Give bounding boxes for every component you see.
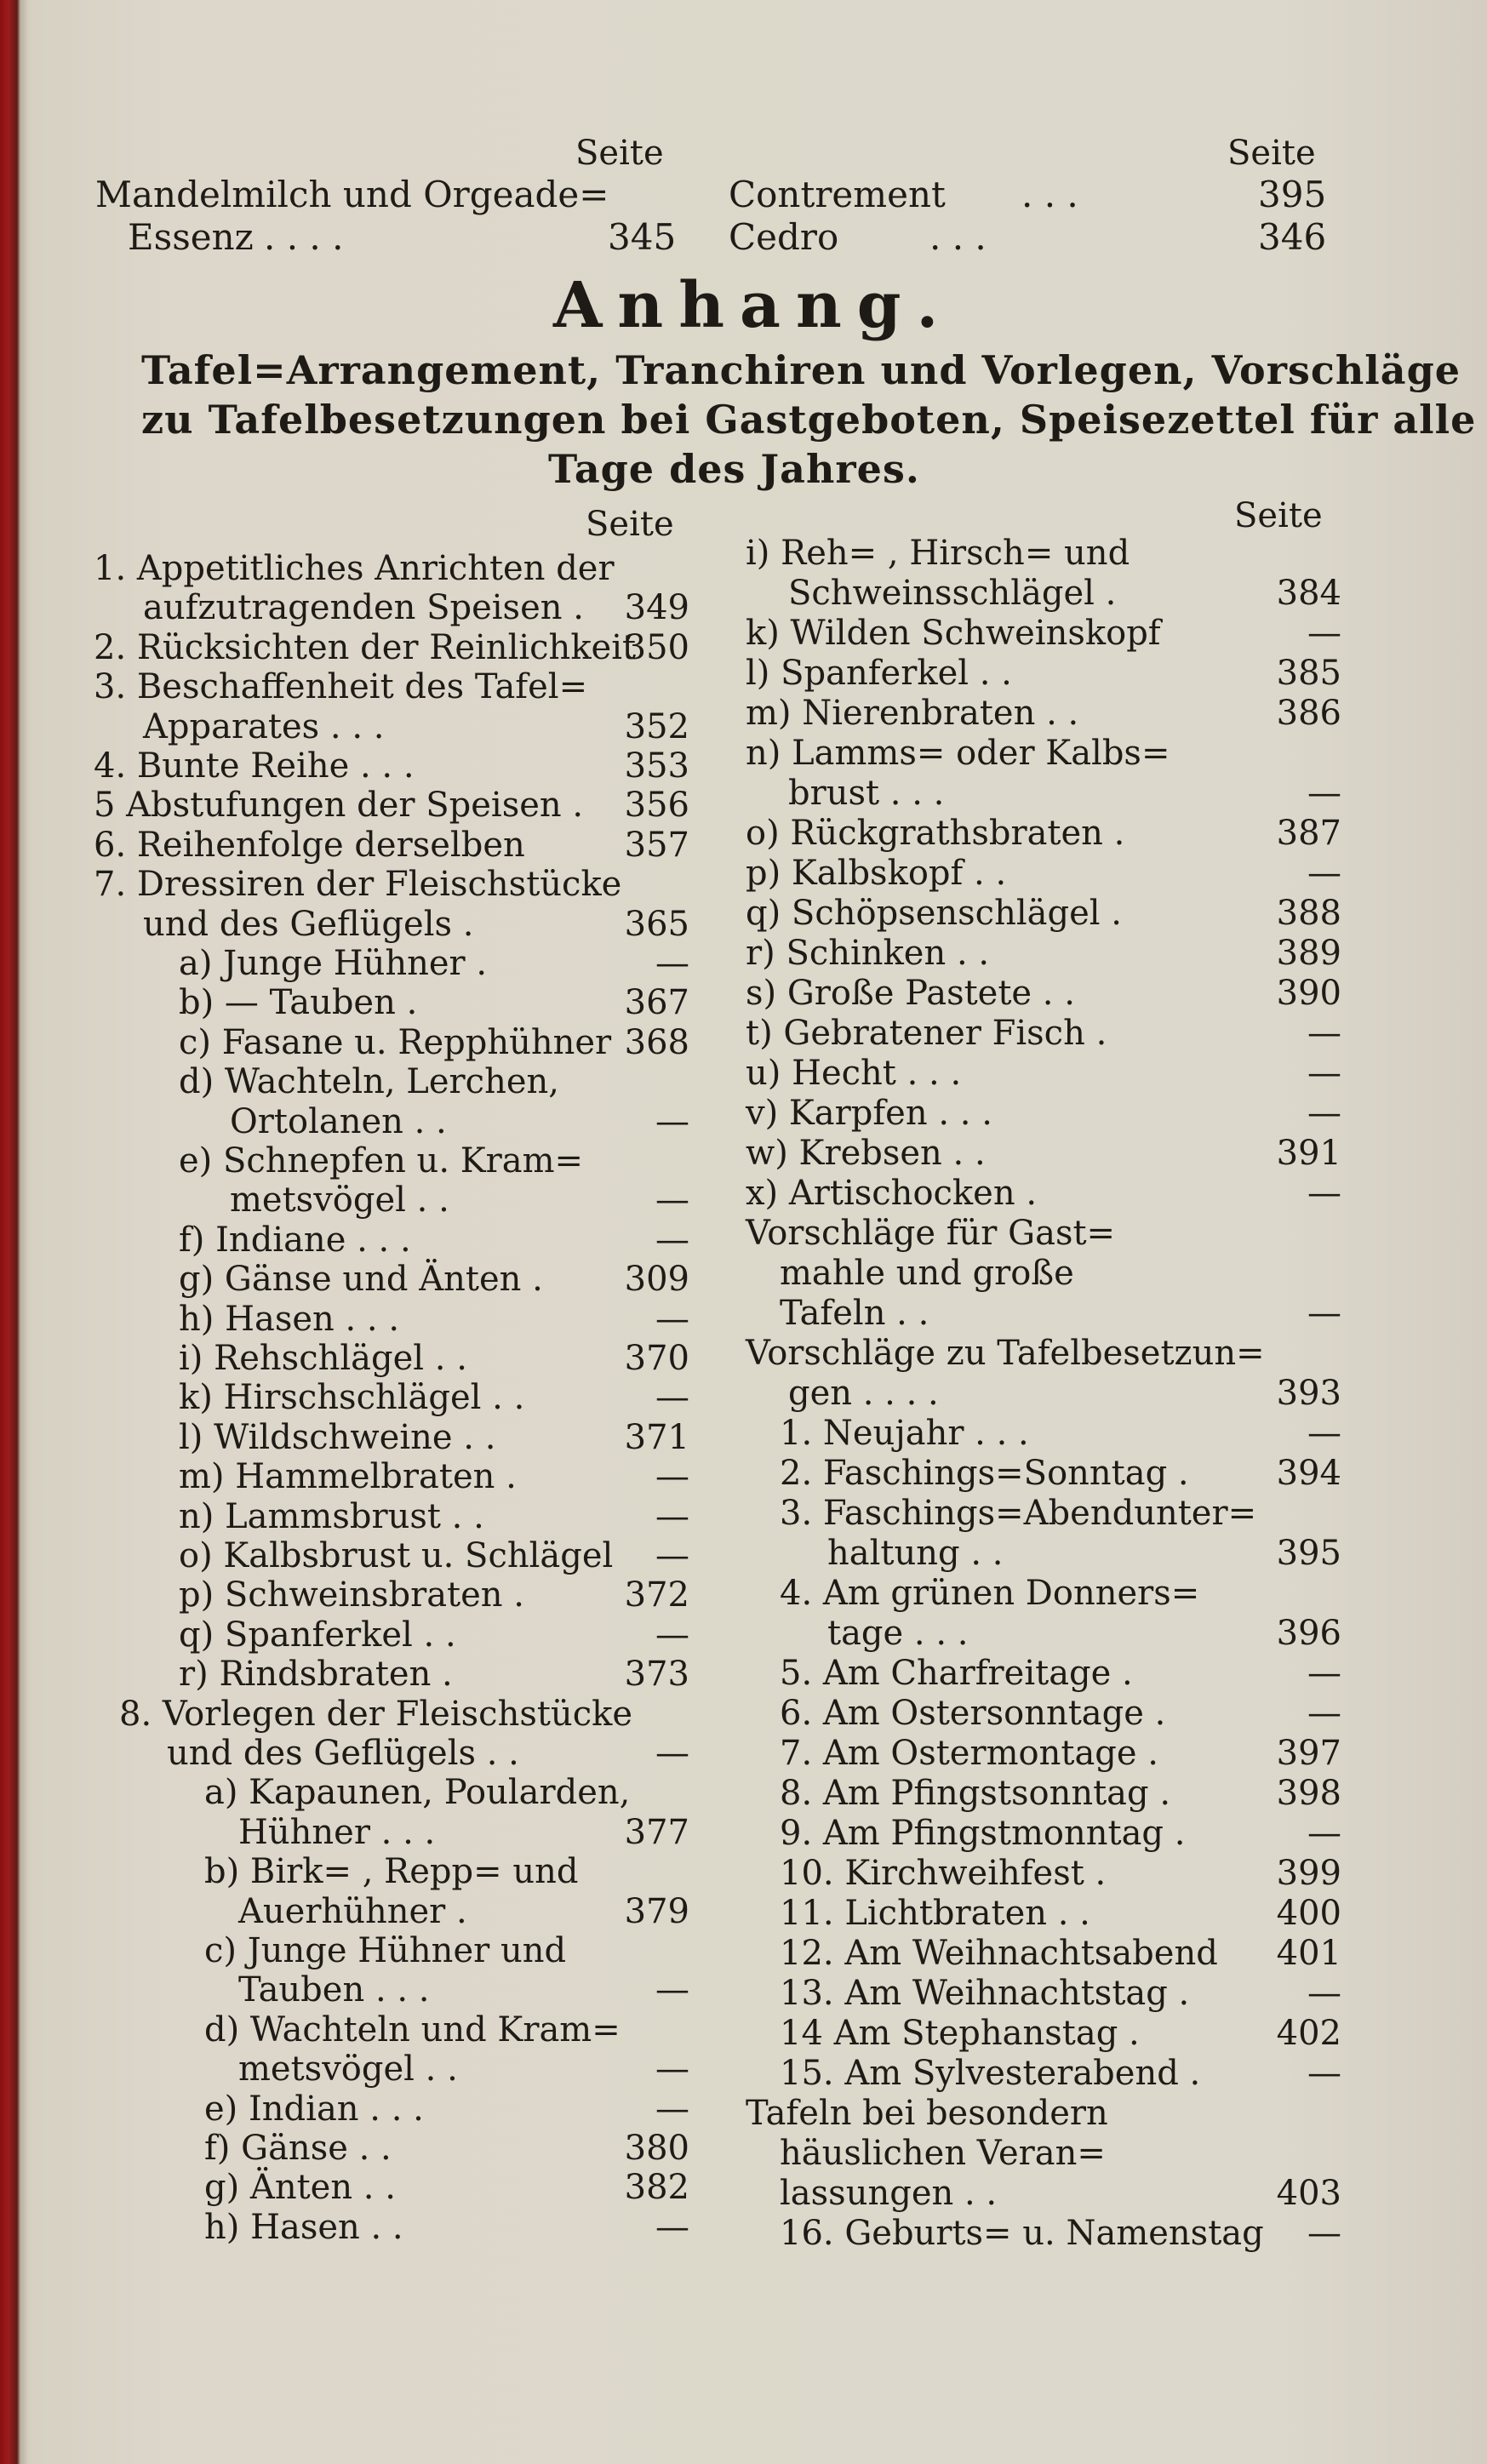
toc-entry — [94, 1061, 689, 1102]
toc-entry — [94, 1575, 689, 1615]
toc-entry-page: 391 — [1276, 1134, 1341, 1173]
toc-entry — [746, 1933, 1341, 1974]
toc-entry — [746, 1453, 1341, 1494]
toc-entry-page: 349 — [624, 588, 689, 628]
toc-entry-label: k) Hirschschlägel . . — [179, 1378, 525, 1418]
toc-entry-page: — — [655, 2207, 689, 2247]
toc-entry-label: m) Nierenbraten . . — [746, 694, 1079, 733]
toc-entry-label: q) Spanferkel . . — [179, 1615, 456, 1655]
toc-entry-page: 402 — [1276, 2014, 1341, 2053]
toc-entry-page: 382 — [624, 2168, 689, 2208]
toc-entry — [94, 982, 689, 1023]
toc-entry-page: 397 — [1276, 1734, 1341, 1773]
appendix-desc-line-2: zu Tafelbesetzungen bei Gastgeboten, Speisezettel für alle — [141, 397, 1477, 443]
toc-entry — [94, 1496, 689, 1537]
entry-contrement-page: 395 — [1258, 174, 1327, 215]
toc-entry-page: — — [655, 1457, 689, 1497]
toc-entry-page: 401 — [1276, 1934, 1341, 1973]
toc-entry — [746, 1053, 1341, 1094]
toc-entry-label: 5. Am Charfreitage . — [780, 1654, 1133, 1693]
toc-entry-page: — — [1307, 774, 1341, 813]
toc-entry — [746, 1013, 1341, 1054]
toc-entry-label: d) Wachteln, Lerchen, — [179, 1062, 559, 1102]
toc-entry-page: 386 — [1276, 694, 1341, 733]
toc-entry — [94, 1654, 689, 1695]
toc-entry — [94, 1891, 689, 1932]
toc-entry — [94, 1101, 689, 1142]
toc-entry — [746, 1813, 1341, 1854]
toc-entry-label: Tafeln bei besondern — [746, 2094, 1108, 2133]
toc-entry-label: tage . . . — [827, 1614, 969, 1653]
toc-entry — [746, 1613, 1341, 1654]
toc-entry-label: 10. Kirchweihfest . — [780, 1854, 1107, 1893]
toc-entry-label: h) Hasen . . — [204, 2207, 403, 2247]
toc-entry — [94, 1141, 689, 1181]
toc-entry-label: c) Fasane u. Repphühner — [179, 1022, 612, 1062]
toc-entry-label: und des Geflügels . . — [167, 1734, 519, 1773]
toc-entry-page: 399 — [1276, 1854, 1341, 1893]
toc-entry-page: 385 — [1276, 654, 1341, 693]
page-binding-edge — [0, 0, 27, 2464]
toc-entry — [94, 587, 689, 628]
toc-entry-label: 7. Am Ostermontage . — [780, 1734, 1158, 1773]
toc-entry-page: 373 — [624, 1655, 689, 1695]
toc-entry-label: mahle und große — [780, 1254, 1074, 1293]
seite-header-left-top: Seite — [575, 134, 664, 173]
toc-entry-label: k) Wilden Schweinskopf — [746, 614, 1161, 653]
toc-entry — [746, 1493, 1341, 1534]
toc-entry-page: 370 — [624, 1339, 689, 1378]
toc-entry-label: 12. Am Weihnachtsabend — [780, 1934, 1218, 1973]
toc-entry — [94, 1180, 689, 1221]
toc-entry-label: 6. Am Ostersonntage . — [780, 1694, 1166, 1733]
toc-entry-label: r) Rindsbraten . — [179, 1655, 453, 1695]
toc-entry — [746, 653, 1341, 694]
toc-entry — [746, 973, 1341, 1014]
toc-entry-label: f) Indiane . . . — [179, 1220, 411, 1260]
toc-entry — [746, 573, 1341, 614]
toc-entry-label: 4. Am grünen Donners= — [780, 1574, 1200, 1613]
toc-entry-page: — — [655, 1220, 689, 1260]
toc-entry-label: 15. Am Sylvesterabend . — [780, 2054, 1201, 2093]
toc-entry-page: 353 — [624, 746, 689, 786]
toc-entry-label: Hühner . . . — [238, 1812, 436, 1852]
toc-entry-page: 379 — [624, 1891, 689, 1931]
toc-entry-label: 1. Appetitliches Anrichten der — [94, 549, 615, 588]
appendix-desc-line-1: Tafel=Arrangement, Tranchiren und Vorlegen, Vorschläge — [141, 347, 1461, 393]
toc-entry-page: — — [655, 1496, 689, 1536]
toc-entry — [746, 1573, 1341, 1614]
toc-entry — [94, 2089, 689, 2130]
toc-entry — [746, 2213, 1341, 2254]
appendix-desc-line-3: Tage des Jahres. — [548, 446, 920, 492]
toc-entry — [746, 1533, 1341, 1574]
toc-entry-label: g) Änten . . — [204, 2168, 396, 2208]
toc-entry — [746, 773, 1341, 814]
toc-entry-label: n) Lammsbrust . . — [179, 1496, 484, 1536]
toc-entry-label: lassungen . . — [780, 2174, 998, 2213]
toc-entry-label: 1. Neujahr . . . — [780, 1414, 1029, 1453]
toc-entry — [746, 1773, 1341, 1814]
toc-entry — [746, 2053, 1341, 2094]
toc-entry — [746, 1653, 1341, 1694]
toc-entry-label: p) Schweinsbraten . — [179, 1575, 524, 1615]
toc-entry-label: s) Große Pastete . . — [746, 974, 1075, 1013]
entry-essenz: Essenz — [128, 216, 254, 258]
toc-entry — [746, 1293, 1341, 1334]
toc-entry-page: — — [655, 1181, 689, 1221]
toc-entry — [746, 1173, 1341, 1214]
toc-entry-page: 357 — [624, 825, 689, 865]
toc-entry-label: 3. Beschaffenheit des Tafel= — [94, 667, 588, 707]
entry-contrement-dots: . . . — [1021, 174, 1078, 215]
toc-entry-page: — — [655, 1536, 689, 1575]
toc-entry — [94, 1535, 689, 1576]
toc-entry-label: 5 Abstufungen der Speisen . — [94, 786, 584, 826]
toc-entry-label: Apparates . . . — [143, 706, 385, 746]
toc-entry-label: 11. Lichtbraten . . — [780, 1894, 1090, 1933]
toc-entry — [746, 1413, 1341, 1454]
toc-entry-page: — — [1307, 854, 1341, 893]
toc-entry — [94, 1417, 689, 1458]
toc-entry-page: 384 — [1276, 574, 1341, 613]
toc-entry — [94, 1969, 689, 2010]
appendix-title: Anhang. — [553, 269, 954, 342]
toc-entry-page: 388 — [1276, 894, 1341, 933]
toc-entry — [94, 904, 689, 945]
toc-entry — [94, 825, 689, 866]
toc-entry — [94, 548, 689, 589]
toc-entry-page: — — [1307, 1054, 1341, 1093]
toc-entry-page: — — [1307, 1974, 1341, 2013]
toc-entry-label: w) Krebsen . . — [746, 1134, 986, 1173]
toc-entry-label: 8. Vorlegen der Fleischstücke — [119, 1694, 633, 1734]
toc-entry-page: 400 — [1276, 1894, 1341, 1933]
toc-entry-page: — — [655, 1970, 689, 2010]
entry-mandelmilch: Mandelmilch und Orgeade= — [95, 174, 609, 215]
toc-entry-label: i) Reh= , Hirsch= und — [746, 534, 1130, 573]
toc-entry — [746, 2093, 1341, 2134]
toc-entry — [746, 1373, 1341, 1414]
toc-entry-label: 13. Am Weihnachtstag . — [780, 1974, 1190, 2013]
toc-entry-label: i) Rehschlägel . . — [179, 1339, 467, 1378]
toc-entry — [746, 1213, 1341, 1254]
toc-entry-label: o) Rückgrathsbraten . — [746, 814, 1125, 853]
toc-entry-page: 350 — [624, 627, 689, 667]
toc-entry — [746, 2173, 1341, 2214]
toc-entry — [746, 933, 1341, 974]
toc-entry-page: 395 — [1276, 1534, 1341, 1573]
toc-entry — [746, 1333, 1341, 1374]
toc-entry-label: und des Geflügels . — [143, 904, 474, 944]
toc-entry-page: — — [1307, 1654, 1341, 1693]
toc-entry-label: 9. Am Pfingstmonntag . — [780, 1814, 1186, 1853]
toc-entry-label: d) Wachteln und Kram= — [204, 2010, 621, 2050]
toc-entry — [94, 666, 689, 707]
toc-entry-label: Tauben . . . — [238, 1970, 430, 2010]
toc-entry — [94, 1022, 689, 1063]
toc-entry-page: 365 — [624, 904, 689, 944]
toc-entry-page: — — [1307, 2214, 1341, 2253]
toc-entry-label: Ortolanen . . — [230, 1101, 447, 1141]
toc-entry-page: 352 — [624, 706, 689, 746]
toc-entry-page: 390 — [1276, 974, 1341, 1013]
toc-entry-label: 2. Rücksichten der Reinlichkeit — [94, 627, 637, 667]
toc-entry-label: metsvögel . . — [238, 2050, 458, 2090]
toc-entry-page: — — [1307, 1014, 1341, 1053]
toc-entry-page: 372 — [624, 1575, 689, 1615]
toc-entry — [746, 1733, 1341, 1774]
toc-entry-label: e) Schnepfen u. Kram= — [179, 1141, 584, 1181]
toc-entry-label: 3. Faschings=Abendunter= — [780, 1494, 1257, 1533]
toc-entry-page: 403 — [1276, 2174, 1341, 2213]
toc-entry-label: brust . . . — [788, 774, 945, 813]
toc-entry — [746, 1133, 1341, 1174]
toc-entry-label: q) Schöpsenschlägel . — [746, 894, 1122, 933]
toc-entry — [746, 733, 1341, 774]
seite-header-right: Seite — [1234, 496, 1323, 535]
toc-entry-label: Vorschläge für Gast= — [746, 1214, 1116, 1253]
toc-entry-page: 367 — [624, 983, 689, 1023]
seite-header-left: Seite — [586, 505, 674, 544]
toc-entry-label: Vorschläge zu Tafelbesetzun= — [746, 1334, 1265, 1373]
toc-entry-label: häuslichen Veran= — [780, 2134, 1106, 2173]
toc-entry-page: — — [1307, 1094, 1341, 1133]
toc-entry-label: b) — Tauben . — [179, 983, 418, 1023]
toc-entry — [94, 1772, 689, 1813]
toc-entry-page: — — [1307, 2054, 1341, 2093]
toc-entry-label: 6. Reihenfolge derselben — [94, 825, 525, 865]
toc-entry-label: l) Spanferkel . . — [746, 654, 1012, 693]
entry-cedro: Cedro — [729, 216, 839, 258]
toc-entry-label: gen . . . . — [788, 1374, 939, 1413]
toc-entry-label: c) Junge Hühner und — [204, 1931, 567, 1970]
toc-entry-label: p) Kalbskopf . . — [746, 854, 1007, 893]
toc-entry — [94, 1694, 689, 1735]
toc-entry-page: — — [1307, 1294, 1341, 1333]
toc-entry — [94, 1220, 689, 1261]
toc-entry-label: r) Schinken . . — [746, 934, 990, 973]
toc-entry-page: — — [655, 1378, 689, 1418]
toc-entry — [94, 2167, 689, 2208]
toc-entry — [94, 2207, 689, 2248]
toc-entry — [746, 1893, 1341, 1934]
toc-entry-page: — — [1307, 1814, 1341, 1853]
toc-entry — [94, 1299, 689, 1340]
toc-entry-label: 4. Bunte Reihe . . . — [94, 746, 415, 786]
toc-entry-page: — — [655, 1615, 689, 1655]
toc-entry-page: — — [1307, 1694, 1341, 1733]
toc-entry-page: — — [655, 2050, 689, 2090]
toc-entry-page: 368 — [624, 1022, 689, 1062]
toc-entry-page: — — [655, 1734, 689, 1773]
entry-contrement: Contrement — [729, 174, 946, 215]
toc-entry-label: x) Artischocken . — [746, 1174, 1038, 1213]
toc-entry-label: 16. Geburts= u. Namenstag — [780, 2214, 1264, 2253]
toc-entry-label: m) Hammelbraten . — [179, 1457, 517, 1497]
toc-entry — [746, 813, 1341, 854]
toc-entry-page: — — [655, 1101, 689, 1141]
toc-entry — [94, 1733, 689, 1774]
toc-entry — [94, 1456, 689, 1497]
toc-entry-page: — — [655, 944, 689, 983]
toc-entry-label: 2. Faschings=Sonntag . — [780, 1454, 1189, 1493]
toc-entry — [746, 1973, 1341, 2014]
toc-entry-label: aufzutragenden Speisen . — [143, 588, 584, 628]
toc-entry — [746, 2013, 1341, 2054]
toc-entry — [94, 785, 689, 826]
toc-entry-label: o) Kalbsbrust u. Schlägel — [179, 1536, 614, 1575]
toc-entry-page: 309 — [624, 1260, 689, 1300]
toc-entry-label: t) Gebratener Fisch . — [746, 1014, 1107, 1053]
toc-entry — [746, 613, 1341, 654]
toc-entry-page: — — [1307, 614, 1341, 653]
toc-entry-label: f) Gänse . . — [204, 2129, 392, 2168]
toc-entry — [94, 2010, 689, 2050]
toc-entry — [94, 1812, 689, 1853]
toc-entry — [94, 627, 689, 668]
toc-entry — [94, 1259, 689, 1300]
toc-entry-label: u) Hecht . . . — [746, 1054, 962, 1093]
toc-entry-label: v) Karpfen . . . — [746, 1094, 992, 1133]
toc-entry-page: 393 — [1276, 1374, 1341, 1413]
toc-entry-label: e) Indian . . . — [204, 2089, 424, 2129]
toc-entry — [746, 1693, 1341, 1734]
toc-entry — [746, 1253, 1341, 1294]
toc-entry — [746, 1093, 1341, 1134]
toc-entry — [94, 943, 689, 984]
toc-entry-page: 371 — [624, 1417, 689, 1457]
toc-entry — [94, 1377, 689, 1418]
toc-entry-page: 356 — [624, 786, 689, 826]
toc-entry — [94, 1851, 689, 1892]
toc-entry-label: a) Kapaunen, Poularden, — [204, 1773, 631, 1813]
entry-cedro-page: 346 — [1258, 216, 1327, 258]
entry-cedro-dots: . . . — [929, 216, 987, 258]
toc-entry-label: 8. Am Pfingstsonntag . — [780, 1774, 1171, 1813]
toc-entry-page: 396 — [1276, 1614, 1341, 1653]
toc-entry-page: — — [1307, 1414, 1341, 1453]
toc-entry — [746, 853, 1341, 894]
entry-essenz-dots: . . . . — [264, 216, 344, 258]
toc-entry-page: — — [655, 1299, 689, 1339]
seite-header-right-top: Seite — [1227, 134, 1316, 173]
toc-entry-label: Schweinsschlägel . — [788, 574, 1117, 613]
toc-entry — [94, 746, 689, 786]
toc-entry-label: Tafeln . . — [780, 1294, 929, 1333]
entry-essenz-page: 345 — [608, 216, 677, 258]
toc-entry — [94, 2128, 689, 2169]
toc-entry — [94, 1930, 689, 1971]
toc-entry-label: g) Gänse und Änten . — [179, 1260, 543, 1300]
toc-entry-label: 14 Am Stephanstag . — [780, 2014, 1140, 2053]
toc-entry-label: metsvögel . . — [230, 1181, 449, 1221]
toc-entry-label: h) Hasen . . . — [179, 1299, 400, 1339]
toc-entry-label: 7. Dressiren der Fleischstücke — [94, 865, 622, 905]
toc-entry-label: Auerhühner . — [238, 1891, 467, 1931]
toc-entry-label: n) Lamms= oder Kalbs= — [746, 734, 1170, 773]
toc-entry-label: l) Wildschweine . . — [179, 1417, 496, 1457]
toc-entry — [746, 533, 1341, 574]
toc-entry-page: 389 — [1276, 934, 1341, 973]
toc-entry — [94, 864, 689, 905]
toc-entry — [94, 1338, 689, 1379]
toc-entry-label: haltung . . — [827, 1534, 1004, 1573]
toc-entry-page: 380 — [624, 2129, 689, 2168]
toc-entry-page: 387 — [1276, 814, 1341, 853]
toc-entry-page: 377 — [624, 1812, 689, 1852]
toc-entry — [746, 2133, 1341, 2174]
toc-entry-page: — — [655, 2089, 689, 2129]
toc-entry — [94, 706, 689, 747]
toc-entry — [94, 2049, 689, 2090]
toc-entry — [746, 1853, 1341, 1894]
toc-entry-page: — — [1307, 1174, 1341, 1213]
toc-entry — [746, 893, 1341, 934]
toc-entry — [94, 1615, 689, 1655]
toc-entry-label: a) Junge Hühner . — [179, 944, 488, 983]
toc-entry — [746, 693, 1341, 734]
toc-entry-label: b) Birk= , Repp= und — [204, 1852, 579, 1892]
toc-entry-page: 394 — [1276, 1454, 1341, 1493]
toc-entry-page: 398 — [1276, 1774, 1341, 1813]
